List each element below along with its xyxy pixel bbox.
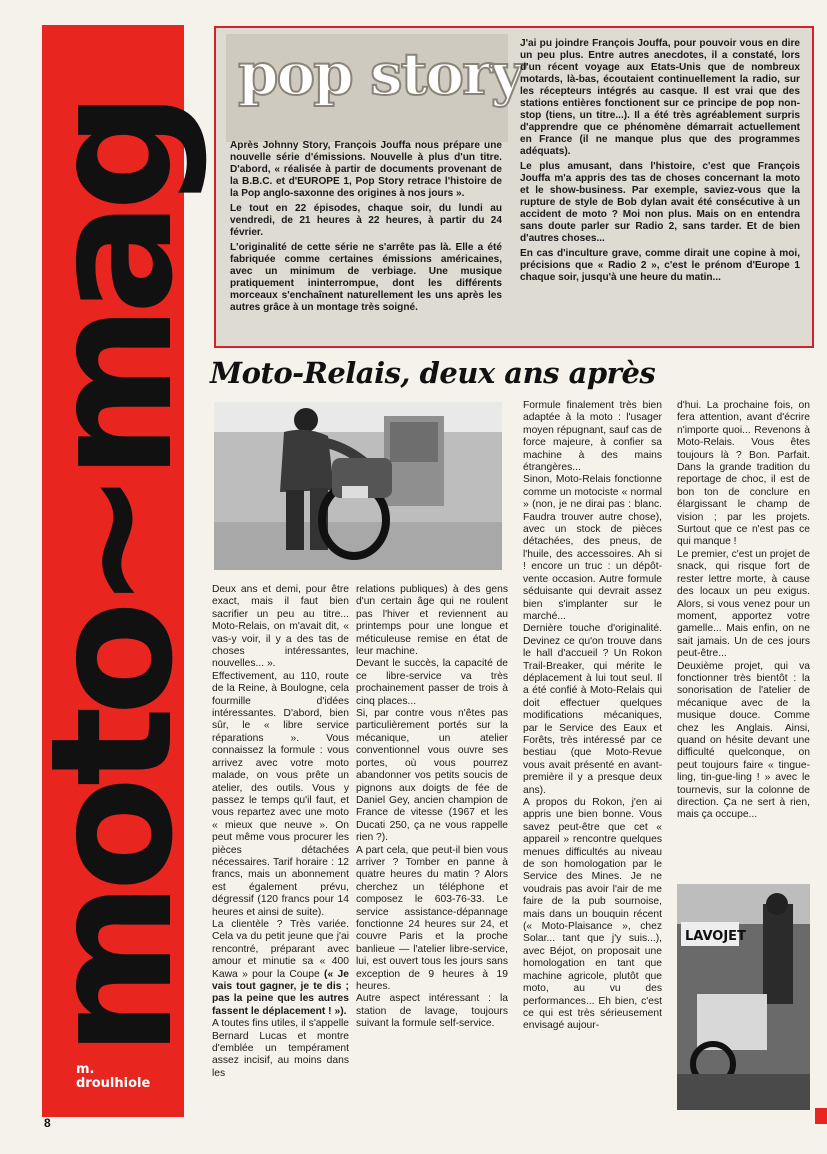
article-column-1 xyxy=(212,584,349,1080)
paragraph: J'ai pu joindre François Jouffa, pour pouvoir vous en dire un peu plus. Entre autres anecdotes, il a constaté, lors d'un récent voyage aux Etats-Unis que de nombreux motards, là-bas, écoutaient continuellement la radio, sur les récepteurs intégrés au casque. Il est vrai que des stations entières fonctionent sur ce principe de pop non-stop (tiens, un titre...). Il a été très agréablement surpris d'apprendre que ce phénomène démarrait actuellement en France (il ne manque plus que des programmes adéquats). xyxy=(520,38,800,157)
article-title: Moto-Relais, deux ans après xyxy=(210,356,656,390)
workshop-photo xyxy=(677,884,810,1110)
corner-tab xyxy=(815,1108,827,1124)
paragraph: A toutes fins utiles, il s'appelle Bernard Lucas et montre d'emblée un tempérament assez incisif, au moins dans les xyxy=(212,1018,349,1079)
pop-story-header xyxy=(226,34,523,142)
paragraph: A part cela, que peut-il bien vous arriver ? Tomber en panne à quatre heures du matin ? Alors cherchez un téléphone et composez le 603-76-33. Le service assistance-dépannage fonctionne 24 heures sur 24, et couvre Paris et la proche banlieue — l'atelier libre-service, lui, est ouvert tous les jours sans exception de 9 heures à 19 heures. xyxy=(356,844,508,992)
paragraph xyxy=(212,919,349,1018)
moto-mag-band xyxy=(14,25,210,1117)
paragraph: Après Johnny Story, François Jouffa nous prépare une nouvelle série d'émissions. Nouvelle à plus d'un titre. D'abord, « réalisée à partir de documents provenant de la B.B.C. et d'EUROPE 1, Pop Story retrace l'histoire de la Pop anglo-saxonne des origines à nos jours ». xyxy=(230,140,502,199)
quote-bold: (« Je vais tout gagner, je te dis ; pas la peine que les autres fassent le déplacement ! »). xyxy=(212,968,349,1017)
paragraph: Le tout en 22 épisodes, chaque soir, du lundi au vendredi, de 21 heures à 22 heures, à partir du 24 février. xyxy=(230,203,502,238)
paragraph: En cas d'inculture grave, comme dirait une copine à moi, précisions que « Radio 2 », c'est le prénom d'Europe 1 chaque soir, jusqu'à une heure du matin... xyxy=(520,248,800,283)
paragraph: Le plus amusant, dans l'histoire, c'est que François Jouffa m'a appris des tas de choses concernant la moto et le show-business. Par exemple, saviez-vous que la rupture de style de Bob dylan avait été consécutive à un accident de moto ? Moi non plus. Mais on en entendra sans doute parler sur Radio 2, sans tarder. Et de bien d'autres choses... xyxy=(520,161,800,244)
article-column-4 xyxy=(677,400,810,822)
paragraph: L'originalité de cette série ne s'arrête pas là. Elle a été fabriquée comme certaines émissions américaines, avec un minimum de verbiage. Une musique pratiquement ininterrompue, dont les différents morceaux s'enchaînent naturellement les uns après les autres grâce à un montage très soigné. xyxy=(230,242,502,313)
pop-story-right-column xyxy=(520,38,800,287)
paragraph: Si, par contre vous n'êtes pas particulièrement portés sur la mécanique, un atelier conventionnel vous ouvre ses portes, où vous pourrez abandonner vos petits soucis de pignons aux doigts de fée de Daniel Gey, ancien champion de France de vitesse (1967 et les Ducati 250, ça ne vous rappelle rien ?). xyxy=(356,708,508,844)
author-credit xyxy=(76,1063,150,1091)
paragraph: Autre aspect intéressant : la station de lavage, toujours suivant la formule self-service. xyxy=(356,993,508,1030)
pop-story-box xyxy=(214,26,814,348)
pop-story-left-column xyxy=(230,140,502,317)
paragraph: Le premier, c'est un projet de snack, qui risque fort de rester lettre morte, à cause des locaux un peu exigus. Alors, si vous venez pour un moment, apportez votre gamelle... Mais enfin, on ne sait jamais. Un de ces jours peut-être... xyxy=(677,548,810,660)
page-number: 8 xyxy=(44,1116,51,1130)
section-title: moto~mag xyxy=(14,101,210,1057)
lavojet-sign: LAVOJET xyxy=(685,929,746,944)
paragraph: Effectivement, au 110, route de la Reine, à Boulogne, cela fourmille d'idées intéressantes. D'abord, bien sûr, le « libre service réparations ». Vous connaissez la formule : vous arrivez avec votre moto malade, on vous prête un atelier, des outils. Vous y passez le temps qu'il faut, et vous repartez avec une moto « mieux que neuve ». On peut même vous procurer les pièces détachées nécessaires. Tarif horaire : 12 francs, mais un abonnement est également prévu, dégressif (120 francs pour 14 heures et ainsi de suite). xyxy=(212,670,349,918)
paragraph: A propos du Rokon, j'en ai appris une bien bonne. Vous savez peut-être que cet « appareil » rencontre quelques menues difficultés au niveau de son homologation par le Service des Mines. Je ne voudrais pas avoir l'air de me faire de la pub sournoise, mais dans un bouquin récent (« Moto-Plaisance », chez Solar... tant que j'y suis...), avec Béjot, on proposait une homologation en tant que machine agricole, plutôt que moto, au vu des performances... Eh bien, c'est ce qui est très sérieusement envisagé aujour- xyxy=(523,797,662,1032)
paragraph: Deux ans et demi, pour être exact, mais il faut bien sacrifier un peu au titre... Moto-Relais, on m'avait dit, « vas-y voir, il y a des tas de choses intéressantes, nouvelles... ». xyxy=(212,584,349,670)
article-column-3 xyxy=(523,400,662,1033)
paragraph: Dernière touche d'originalité. Devinez ce qu'on trouve dans le hall d'accueil ? Un Rokon Trail-Breaker, qui mérite le déplacement à lui tout seul. Il a été confié à Moto-Relais qui doit effectuer quelques modifications mécaniques, par le Service des Eaux et Forêts, très intéressé par ce bestiau (que Moto-Revue vous avait présenté en avant-première il y a presque deux ans). xyxy=(523,623,662,796)
paragraph: Deuxième projet, qui va fonctionner très bientôt : la sonorisation de l'atelier de mécanique avec de la musique douce. Comme chez les Anglais. Ainsi, quand on hésite devant une difficulté quelconque, on peut toujours faire « tingue-ling, tin-gue-ling ! » avec le tournevis, sur la colonne de direction. Ça ne sert à rien, mais ça occupe... xyxy=(677,660,810,821)
photo-image xyxy=(214,402,502,570)
author-initial: m. xyxy=(76,1062,95,1077)
mechanic-motorcycle-photo xyxy=(214,402,502,570)
photo-image xyxy=(677,884,810,1110)
paragraph: Formule finalement très bien adaptée à la moto : l'usager moyen répugnant, sauf cas de force majeure, à confier sa machine à des mains étrangères... xyxy=(523,400,662,474)
author-name: droulhiole xyxy=(76,1076,151,1091)
paragraph-text: La clientèle ? Très variée. Cela va du petit jeune que j'ai rencontré, préparant avec amour et minutie sa « 400 Kawa » pour la Coupe xyxy=(212,918,349,980)
paragraph: relations publiques) à des gens d'un certain âge qui ne roulent pas l'hiver et reviennent au printemps pour une longue et méticuleuse remise en état de leur machine. xyxy=(356,584,508,658)
paragraph: Devant le succès, la capacité de ce libre-service va très prochainement passer de trois à cinq places... xyxy=(356,658,508,707)
paragraph: Sinon, Moto-Relais fonctionne comme un motociste « normal » (non, je ne dirai pas : blanc. Faudra trouver autre chose), avec un stock de pièces détachées, des pneus, de l'huile, des accessoires. Ah si ! encore un truc : un dépôt-vente occasion. Autre formule séduisante qui devrait assez bien s'implanter sur le marché... xyxy=(523,474,662,622)
pop-story-title: pop story xyxy=(238,40,523,108)
paragraph: d'hui. La prochaine fois, on fera attention, avant d'écrire n'importe quoi... Revenons à Moto-Relais. Vous êtes toujours là ? Bon. Parfait. Dans la grande tradition du reportage de choc, il est de bon ton de conclure en élargissant le champ de vision ; par les projets. Surtout que ce n'est pas ce qui manque ! xyxy=(677,400,810,548)
article-column-2 xyxy=(356,584,508,1031)
